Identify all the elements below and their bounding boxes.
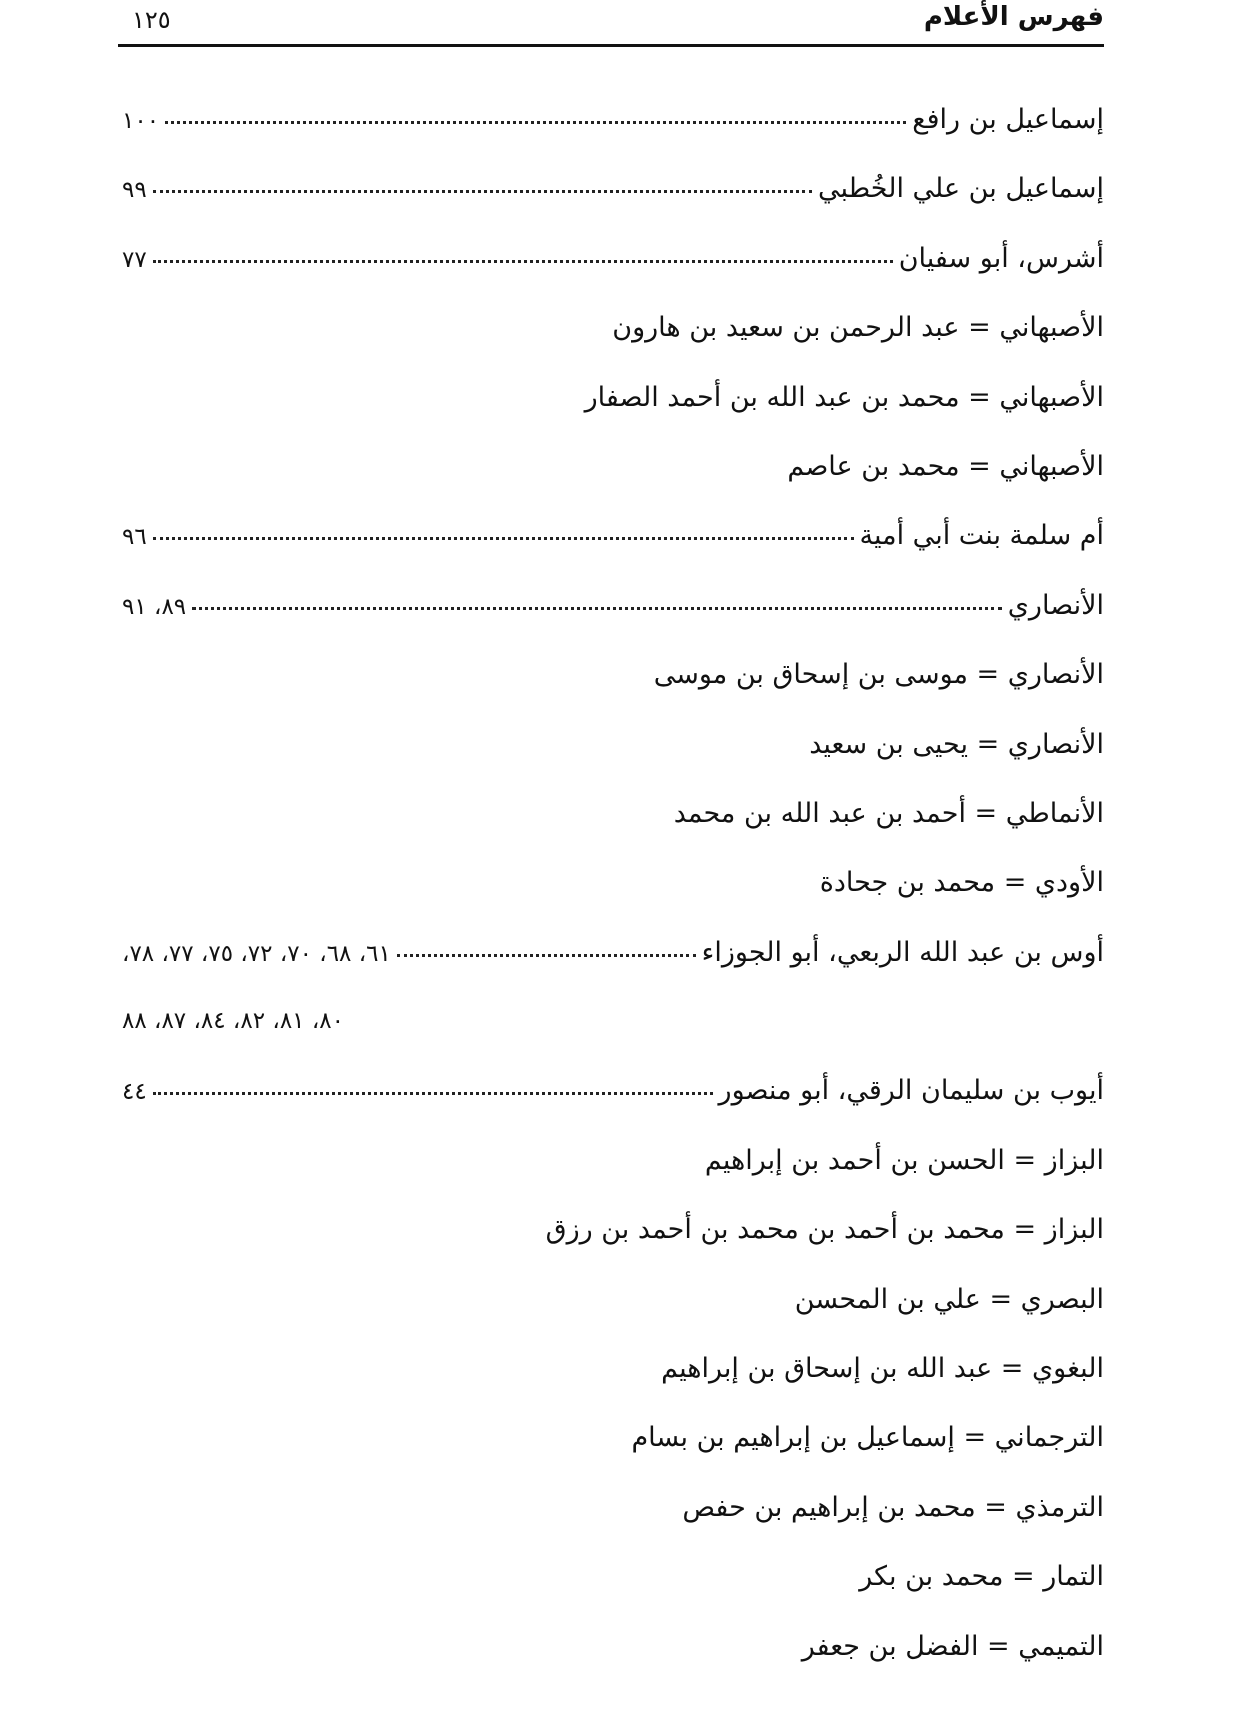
entry-name: أشرس، أبو سفيان (898, 242, 1104, 274)
entry-name: البزاز = محمد بن أحمد بن محمد بن أحمد بن رزق (545, 1214, 1104, 1246)
index-entry (118, 293, 1104, 362)
entry-name: الأصبهاني = محمد بن عاصم (787, 450, 1104, 482)
entry-pages: ٤٤ (122, 1079, 147, 1106)
index-entry (118, 1195, 1104, 1264)
page-number: ١٢٥ (132, 6, 171, 34)
entry-name: أيوب بن سليمان الرقي، أبو منصور (718, 1075, 1104, 1107)
index-entry (118, 1473, 1104, 1542)
index-entry (118, 1056, 1104, 1125)
entry-name: الأنصاري (1007, 589, 1104, 621)
leader-dots (153, 260, 893, 263)
entry-pages: ٧٧ (122, 246, 147, 273)
index-entry (118, 1403, 1104, 1472)
index-entry (118, 779, 1104, 848)
entry-pages: ١٠٠ (122, 108, 160, 134)
entry-pages: ٦١، ٦٨، ٧٠، ٧٢، ٧٥، ٧٧، ٧٨، (122, 940, 391, 967)
header-title: فهرس الأعلام (923, 2, 1104, 32)
leader-dots (165, 121, 906, 124)
leader-dots (397, 954, 696, 957)
index-entry (118, 154, 1104, 223)
leader-dots (153, 1092, 713, 1095)
entry-pages: ٨٩، ٩١ (122, 593, 187, 620)
entry-pages-continued: ٨٠، ٨١، ٨٢، ٨٤، ٨٧، ٨٨ (122, 1008, 344, 1035)
running-header (118, 0, 1104, 47)
entry-name: التمار = محمد بن بكر (859, 1561, 1104, 1593)
leader-dots (153, 537, 854, 540)
index-entries (118, 85, 1104, 1681)
index-entry (118, 1334, 1104, 1403)
index-entry (118, 1265, 1104, 1334)
index-entry (118, 710, 1104, 779)
entry-name: الأنصاري = موسى بن إسحاق بن موسى (653, 659, 1104, 691)
index-entry (118, 363, 1104, 432)
index-entry (118, 848, 1104, 917)
entry-pages: ٩٦ (122, 524, 147, 551)
entry-name: التميمي = الفضل بن جعفر (801, 1630, 1104, 1662)
leader-dots (153, 190, 812, 193)
entry-name: أم سلمة بنت أبي أمية (859, 520, 1104, 552)
entry-name: الأصبهاني = عبد الرحمن بن سعيد بن هارون (612, 312, 1104, 344)
entry-name: الأودي = محمد بن جحادة (819, 867, 1104, 899)
entry-name: البزاز = الحسن بن أحمد بن إبراهيم (704, 1144, 1104, 1176)
index-entry (118, 640, 1104, 709)
entry-name: الترمذي = محمد بن إبراهيم بن حفص (682, 1491, 1104, 1523)
index-entry-continuation (118, 987, 1104, 1056)
index-entry (118, 85, 1104, 154)
index-entry (118, 501, 1104, 570)
entry-name: البصري = علي بن المحسن (794, 1283, 1104, 1315)
entry-name: الترجماني = إسماعيل بن إبراهيم بن بسام (631, 1422, 1104, 1454)
leader-dots (192, 607, 1002, 610)
entry-name: البغوي = عبد الله بن إسحاق بن إبراهيم (661, 1353, 1104, 1385)
index-entry (118, 224, 1104, 293)
index-entry (118, 1612, 1104, 1681)
entry-name: الأصبهاني = محمد بن عبد الله بن أحمد الصفار (584, 381, 1104, 413)
index-entry (118, 571, 1104, 640)
entry-name: إسماعيل بن رافع (912, 104, 1104, 135)
index-entry (118, 918, 1104, 987)
index-entry (118, 1542, 1104, 1611)
index-entry (118, 1126, 1104, 1195)
index-entry (118, 432, 1104, 501)
entry-name: الأنصاري = يحيى بن سعيد (809, 728, 1104, 760)
entry-name: الأنماطي = أحمد بن عبد الله بن محمد (673, 797, 1104, 829)
entry-name: إسماعيل بن علي الخُطبي (818, 173, 1104, 205)
entry-pages: ٩٩ (122, 177, 147, 204)
entry-name: أوس بن عبد الله الربعي، أبو الجوزاء (701, 936, 1104, 968)
